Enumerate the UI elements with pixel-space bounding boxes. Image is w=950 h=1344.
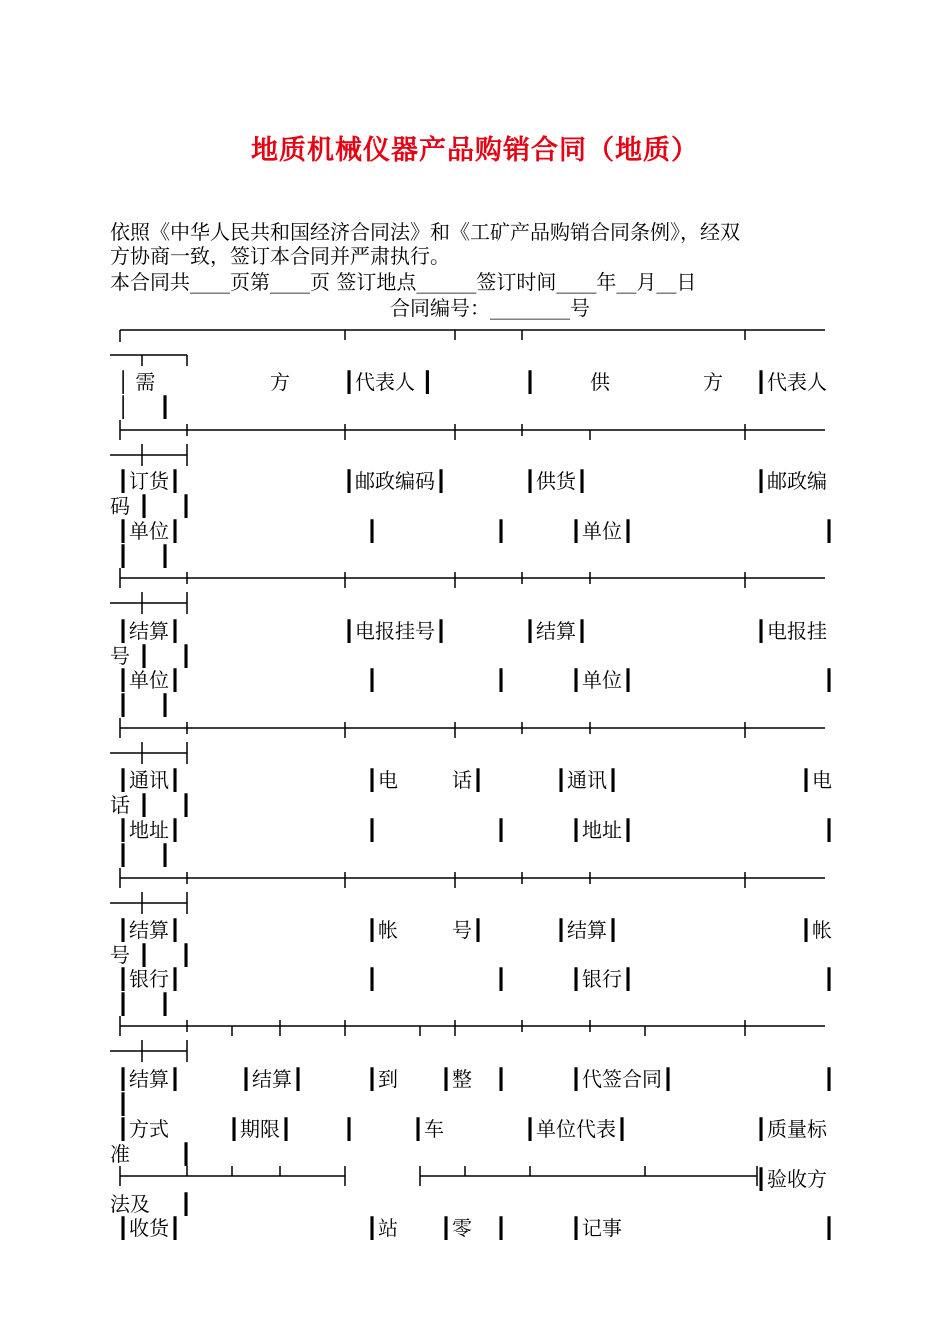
row8-col-a: ┃结算┃ <box>117 918 182 942</box>
row4-col-b: ┃电报挂号┃ <box>343 619 448 643</box>
row11-wrap-1: 准 <box>110 1142 130 1166</box>
row6-col-d: ┃通讯┃ <box>555 768 620 792</box>
row2-col-b: ┃邮政编码┃ <box>343 469 448 493</box>
row1-wrap-1: │ <box>117 395 130 419</box>
row13-col-b: ┃站 <box>366 1216 399 1240</box>
row4-col-a: ┃结算┃ <box>117 619 182 643</box>
row3-wrap-2: ┃ <box>159 544 172 568</box>
row2-col-a: ┃订货┃ <box>117 469 182 493</box>
row2-wrap-3: ┃ <box>180 494 193 518</box>
row4-wrap-1: 号 <box>110 644 130 668</box>
row1-col-b: 方 <box>270 370 290 394</box>
row7-col-a: ┃地址┃ <box>117 818 182 842</box>
row4-wrap-3: ┃ <box>180 644 193 668</box>
row2-wrap-2: ┃ <box>138 494 151 518</box>
row1-col-e: 供 <box>590 370 610 394</box>
row13-col-e: ┃记事 <box>570 1216 623 1240</box>
row3-col-a: ┃单位┃ <box>117 519 182 543</box>
row6-wrap-3: ┃ <box>180 793 193 817</box>
row11-col-c: ┃ <box>343 1117 356 1141</box>
row8-wrap-2: ┃ <box>138 943 151 967</box>
row6-wrap-1: 话 <box>110 793 130 817</box>
row9-col-a: ┃银行┃ <box>117 967 182 991</box>
row4-wrap-2: ┃ <box>138 644 151 668</box>
row5-wrap-2: ┃ <box>159 693 172 717</box>
row10-col-a: ┃结算┃ <box>117 1067 182 1091</box>
row8-col-b: ┃帐 <box>366 918 399 942</box>
row7-col-b: ┃ <box>366 818 379 842</box>
row11-wrap-2: ┃ <box>180 1142 193 1166</box>
row10-col-c: ┃到 <box>366 1067 399 1091</box>
meta-line: 本合同共____页第____页 签订地点______签订时间____年__月__日 <box>110 270 697 294</box>
row12-wrap-1: 法及 <box>110 1192 150 1216</box>
row5-col-c: ┃ <box>495 668 508 692</box>
row5-col-d: ┃单位┃ <box>570 668 635 692</box>
row5-col-a: ┃单位┃ <box>117 668 182 692</box>
intro-line-1: 依照《中华人民共和国经济合同法》和《工矿产品购销合同条例》，经双 <box>110 220 740 244</box>
row6-col-b: ┃电 <box>366 768 399 792</box>
row7-wrap-1: ┃ <box>117 843 130 867</box>
row9-col-d: ┃银行┃ <box>570 967 635 991</box>
row8-col-e: ┃帐 <box>800 918 833 942</box>
row9-wrap-1: ┃ <box>117 992 130 1016</box>
row9-wrap-2: ┃ <box>159 992 172 1016</box>
row9-col-b: ┃ <box>366 967 379 991</box>
row2-col-d: ┃邮政编 <box>755 469 828 493</box>
row12-col-a: ┃验收方 <box>755 1167 828 1191</box>
row1-wrap-2: ┃ <box>159 395 172 419</box>
row6-wrap-2: ┃ <box>138 793 151 817</box>
row1-col-f: 方 <box>703 370 723 394</box>
row6-col-a: ┃通讯┃ <box>117 768 182 792</box>
row10-wrap-1: ┃ <box>117 1092 130 1116</box>
row9-col-c: ┃ <box>495 967 508 991</box>
row5-col-b: ┃ <box>366 668 379 692</box>
row5-col-e: ┃ <box>823 668 836 692</box>
row5-wrap-1: ┃ <box>117 693 130 717</box>
row8-wrap-3: ┃ <box>180 943 193 967</box>
row10-col-g: ┃ <box>823 1067 836 1091</box>
row4-col-c: ┃结算┃ <box>524 619 589 643</box>
row13-col-c: ┃零 <box>440 1216 473 1240</box>
row10-col-b: ┃结算┃ <box>240 1067 305 1091</box>
row3-col-c: ┃ <box>495 519 508 543</box>
row6-col-c: 话┃ <box>452 768 485 792</box>
row3-col-b: ┃ <box>366 519 379 543</box>
row1-col-g: ┃代表人 <box>755 370 828 394</box>
row8-col-d: ┃结算┃ <box>555 918 620 942</box>
row4-col-d: ┃电报挂 <box>755 619 828 643</box>
row1-col-c: ┃代表人 ┃ <box>343 370 434 394</box>
row8-wrap-1: 号 <box>110 943 130 967</box>
contract-number: 合同编号：________号 <box>390 296 590 320</box>
row3-col-d: ┃单位┃ <box>570 519 635 543</box>
row7-col-e: ┃ <box>823 818 836 842</box>
intro-line-2: 方协商一致，签订本合同并严肃执行。 <box>110 244 450 268</box>
row13-col-f: ┃ <box>823 1216 836 1240</box>
row13-col-d: ┃ <box>495 1216 508 1240</box>
row3-wrap-1: ┃ <box>117 544 130 568</box>
row8-col-c: 号┃ <box>452 918 485 942</box>
row10-col-f: ┃代签合同┃ <box>570 1067 675 1091</box>
row11-col-b: ┃期限┃ <box>228 1117 293 1141</box>
row13-col-a: ┃收货┃ <box>117 1216 182 1240</box>
row7-wrap-2: ┃ <box>159 843 172 867</box>
row1-col-d: ┃ <box>524 370 537 394</box>
row7-col-d: ┃地址┃ <box>570 818 635 842</box>
row10-col-d: ┃整 <box>440 1067 473 1091</box>
row2-col-c: ┃供货┃ <box>524 469 589 493</box>
row3-col-e: ┃ <box>823 519 836 543</box>
row1-col-a: │ 需 <box>117 370 156 394</box>
row11-col-a: ┃方式 <box>117 1117 170 1141</box>
row11-col-d: ┃车 <box>412 1117 445 1141</box>
row7-col-c: ┃ <box>495 818 508 842</box>
page-title: 地质机械仪器产品购销合同（地质） <box>251 135 699 166</box>
row2-wrap-1: 码 <box>110 494 130 518</box>
row11-col-f: ┃质量标 <box>755 1117 828 1141</box>
row10-col-e: ┃ <box>495 1067 508 1091</box>
row6-col-e: ┃电 <box>800 768 833 792</box>
row9-col-e: ┃ <box>823 967 836 991</box>
row11-col-e: ┃单位代表┃ <box>524 1117 629 1141</box>
row12-wrap-2: ┃ <box>180 1192 193 1216</box>
